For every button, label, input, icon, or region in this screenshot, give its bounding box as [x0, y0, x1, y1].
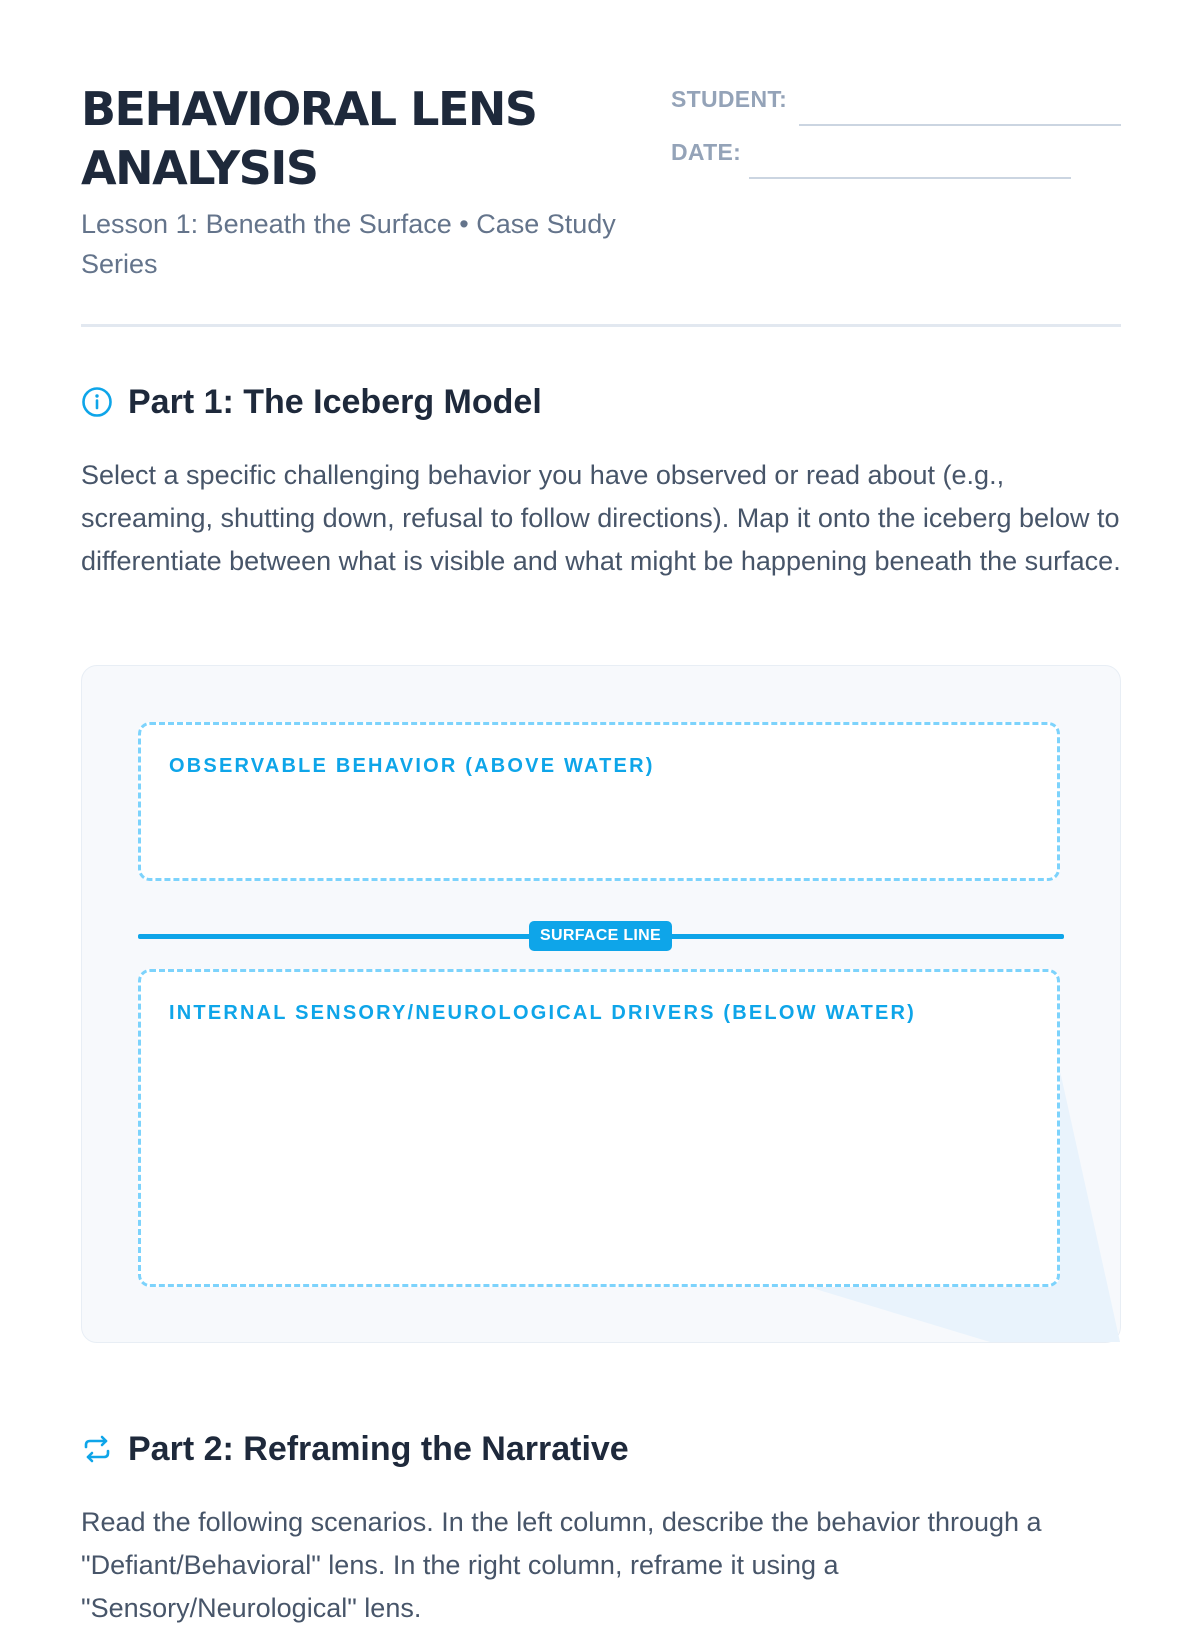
surface-line-badge: SURFACE LINE: [529, 921, 672, 951]
part2-description: Read the following scenarios. In the left column, describe the behavior through a "Defiant/Behavioral" lens. In the right column, reframe it using a "Sensory/Neurological" lens.: [81, 1507, 1042, 1623]
date-line[interactable]: [749, 139, 1071, 179]
part1-heading: [81, 380, 1121, 424]
below-water-label: INTERNAL SENSORY/NEUROLOGICAL DRIVERS (BELOW WATER): [169, 1002, 917, 1024]
part2-title: Part 2: Reframing the Narrative: [128, 1430, 629, 1468]
above-water-label: OBSERVABLE BEHAVIOR (ABOVE WATER): [169, 755, 655, 777]
date-field-row: [671, 139, 1071, 179]
repeat-arrows-icon: [81, 1433, 113, 1465]
worksheet-page: [81, 0, 1121, 1623]
info-circle-icon: [81, 386, 113, 418]
page-subtitle: Lesson 1: Beneath the Surface • Case Study Series: [81, 209, 616, 279]
part2-heading: [81, 1427, 1121, 1471]
below-water-box[interactable]: [138, 969, 1060, 1287]
part1-description: Select a specific challenging behavior you have observed or read about (e.g., screaming, shutting down, refusal to follow directions). Map it onto the iceberg below to differentiate between what is visible and what might be happening beneath the surface.: [81, 460, 1121, 576]
student-label: STUDENT:: [671, 86, 788, 112]
iceberg-diagram: [81, 665, 1121, 1343]
date-label: DATE:: [671, 139, 742, 165]
surface-line-divider: [138, 919, 1064, 953]
above-water-box[interactable]: [138, 722, 1060, 881]
part1-title: Part 1: The Iceberg Model: [128, 383, 542, 421]
student-field-row: [671, 86, 1121, 126]
page-title: BEHAVIORAL LENS ANALYSIS: [81, 82, 537, 195]
student-name-line[interactable]: [799, 86, 1121, 126]
worksheet-header: [81, 80, 1121, 327]
